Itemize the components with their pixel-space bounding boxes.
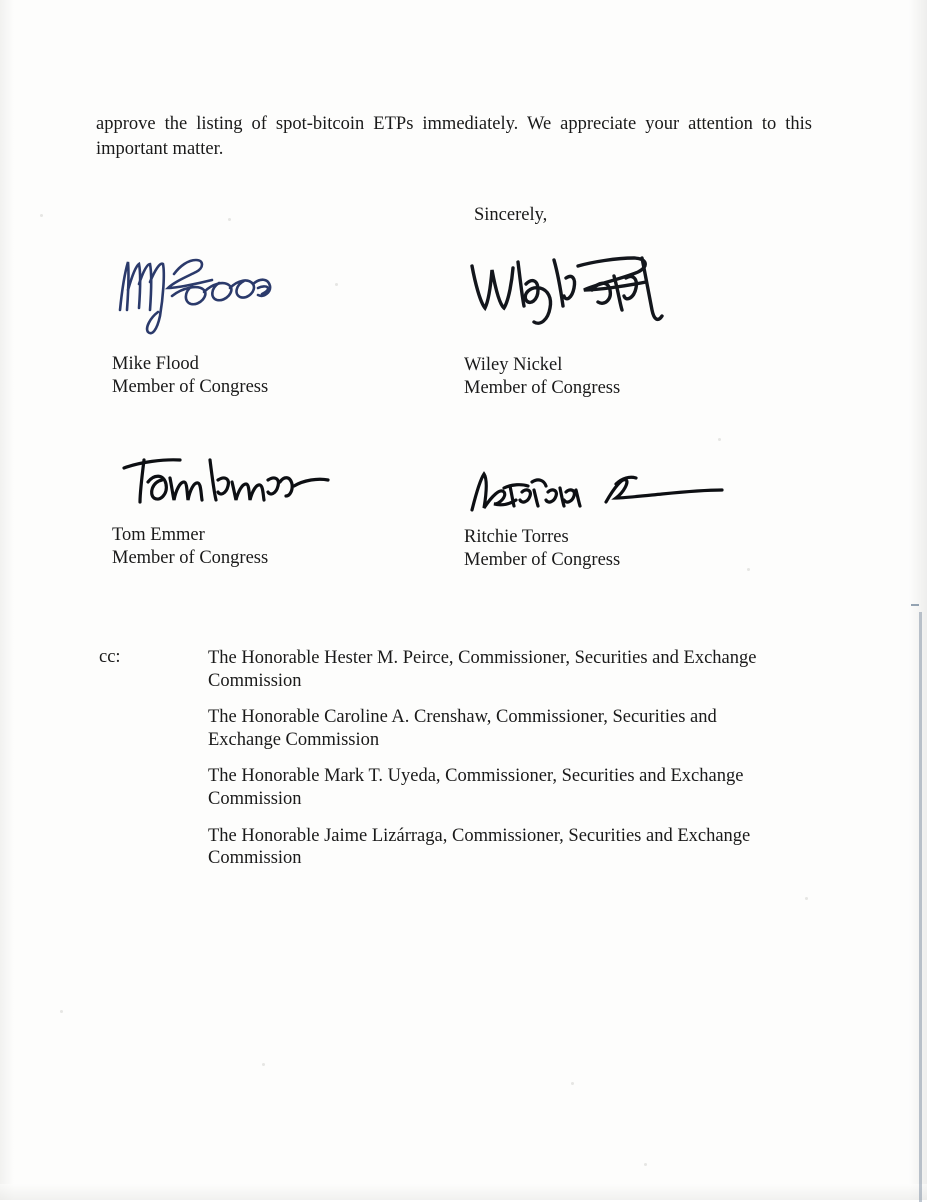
signatory-mike-flood (112, 353, 268, 399)
signature-wiley-nickel-icon (466, 248, 686, 348)
scan-artifact-mark (911, 604, 919, 606)
signatory-name: Mike Flood (112, 354, 199, 374)
signatory-ritchie-torres (464, 526, 620, 572)
scan-edge-left (0, 0, 14, 1200)
body-paragraph: approve the listing of spot-bitcoin ETPs immediately. We appreciate your attention to this important matter. (96, 114, 812, 159)
scan-speck (228, 218, 231, 221)
signatory-name: Ritchie Torres (464, 527, 569, 547)
scan-speck (571, 1082, 574, 1085)
cc-recipient: The Honorable Mark T. Uyeda, Commissioner, Securities and Exchange Commission (208, 766, 744, 809)
signatory-title: Member of Congress (464, 378, 621, 398)
scan-speck (747, 568, 750, 571)
scan-speck (718, 438, 721, 441)
signature-mike-flood-icon (112, 244, 292, 344)
signature-tom-emmer-icon (118, 452, 348, 522)
scan-edge-bottom (0, 1184, 927, 1200)
scan-speck (60, 1010, 63, 1013)
signatory-tom-emmer (112, 524, 268, 570)
scan-edge-right (909, 0, 927, 1200)
letter-body (96, 112, 812, 162)
signature-ritchie-torres-icon (466, 466, 756, 526)
cc-recipient: The Honorable Hester M. Peirce, Commissioner, Securities and Exchange Commission (208, 648, 757, 691)
signatory-name: Wiley Nickel (464, 355, 563, 375)
signatory-wiley-nickel (464, 354, 620, 400)
scan-speck (262, 1063, 265, 1066)
closing-line: Sincerely, (474, 205, 548, 225)
signatory-title: Member of Congress (112, 377, 269, 397)
cc-label: cc: (99, 647, 121, 667)
scan-artifact-line (919, 612, 922, 1202)
scan-speck (644, 1163, 647, 1166)
cc-recipient-list (208, 647, 768, 870)
cc-recipient: The Honorable Jaime Lizárraga, Commissioner, Securities and Exchange Commission (208, 825, 751, 869)
cc-recipient: The Honorable Caroline A. Crenshaw, Commissioner, Securities and Exchange Commission (208, 707, 717, 750)
signatory-title: Member of Congress (464, 550, 621, 570)
scan-speck (40, 214, 43, 217)
scan-speck (805, 897, 808, 900)
scan-speck (335, 283, 338, 286)
signatory-name: Tom Emmer (112, 525, 205, 545)
signatory-title: Member of Congress (112, 548, 269, 568)
